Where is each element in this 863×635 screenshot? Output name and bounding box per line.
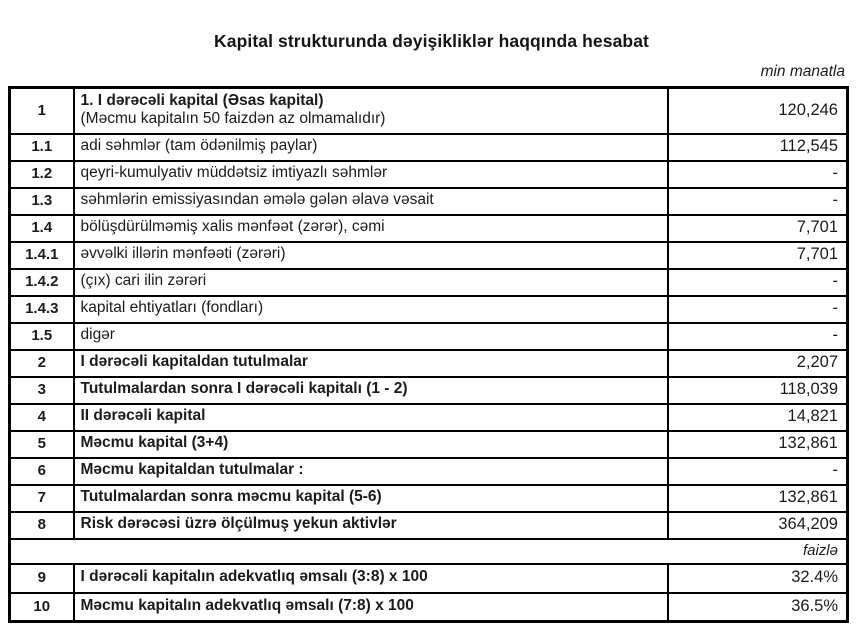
table-row xyxy=(10,188,848,215)
row-label: Məcmu kapitaldan tutulmalar : xyxy=(74,458,668,485)
table-row xyxy=(10,269,848,296)
row-label: Tutulmalardan sonra I dərəcəli kapitalı (1 - 2) xyxy=(74,377,668,404)
row-number: 1.3 xyxy=(10,188,74,215)
unit-note: min manatla xyxy=(760,63,845,80)
row-value: - xyxy=(668,188,848,215)
row-label: qeyri-kumulyativ müddətsiz imtiyazlı səhmlər xyxy=(74,161,668,188)
row-label: Məcmu kapital (3+4) xyxy=(74,431,668,458)
table-row xyxy=(10,485,848,512)
table-row xyxy=(10,593,848,622)
row-value: 36.5% xyxy=(668,593,848,622)
row-label: Məcmu kapitalın adekvatlıq əmsalı (7:8) x 100 xyxy=(74,593,668,622)
table-row xyxy=(10,242,848,269)
row-number: 1.4 xyxy=(10,215,74,242)
table-row xyxy=(10,350,848,377)
row-value: - xyxy=(668,161,848,188)
row-label xyxy=(74,88,668,134)
capital-structure-table xyxy=(8,86,849,623)
row-label: I dərəcəli kapitaldan tutulmalar xyxy=(74,350,668,377)
table-row xyxy=(10,323,848,350)
table-row xyxy=(10,458,848,485)
row-number: 3 xyxy=(10,377,74,404)
row-label: səhmlərin emissiyasından əmələ gələn əlavə vəsait xyxy=(74,188,668,215)
percent-note-row xyxy=(10,539,848,564)
row-value: - xyxy=(668,458,848,485)
row-label: kapital ehtiyatları (fondları) xyxy=(74,296,668,323)
row-value: - xyxy=(668,269,848,296)
page-title: Kapital strukturunda dəyişikliklər haqqında hesabat xyxy=(214,31,649,51)
row-number: 1.4.1 xyxy=(10,242,74,269)
row-value: 118,039 xyxy=(668,377,848,404)
table-row xyxy=(10,377,848,404)
table-row xyxy=(10,215,848,242)
row-number: 2 xyxy=(10,350,74,377)
row-number: 1.2 xyxy=(10,161,74,188)
row-number: 5 xyxy=(10,431,74,458)
row-value: 7,701 xyxy=(668,215,848,242)
row-label: Tutulmalardan sonra məcmu kapital (5-6) xyxy=(74,485,668,512)
row-label: əvvəlki illərin mənfəəti (zərəri) xyxy=(74,242,668,269)
row-number: 9 xyxy=(10,564,74,593)
row-value: 132,861 xyxy=(668,431,848,458)
row-label: adi səhmlər (tam ödənilmiş paylar) xyxy=(74,134,668,161)
row-number: 1.4.2 xyxy=(10,269,74,296)
row-label: (çıx) cari ilin zərəri xyxy=(74,269,668,296)
table-row xyxy=(10,512,848,539)
row-value: 112,545 xyxy=(668,134,848,161)
row-value: 32.4% xyxy=(668,564,848,593)
row-value: 14,821 xyxy=(668,404,848,431)
row-label: II dərəcəli kapital xyxy=(74,404,668,431)
row-label: I dərəcəli kapitalın adekvatlıq əmsalı (3:8) x 100 xyxy=(74,564,668,593)
table-row xyxy=(10,161,848,188)
row-number: 8 xyxy=(10,512,74,539)
table-row xyxy=(10,431,848,458)
table-row xyxy=(10,564,848,593)
row-value: - xyxy=(668,323,848,350)
row-value: 2,207 xyxy=(668,350,848,377)
table-row xyxy=(10,134,848,161)
row-label: Risk dərəcəsi üzrə ölçülmuş yekun aktivlər xyxy=(74,512,668,539)
table-row xyxy=(10,88,848,134)
row-value: - xyxy=(668,296,848,323)
row-number: 10 xyxy=(10,593,74,622)
percent-note: faizlə xyxy=(10,539,848,564)
row-number: 4 xyxy=(10,404,74,431)
row-value: 364,209 xyxy=(668,512,848,539)
row-number: 1 xyxy=(10,88,74,134)
row-label-line2: (Məcmu kapitalın 50 faizdən az olmamalıdır) xyxy=(80,110,386,128)
row-number: 1.1 xyxy=(10,134,74,161)
row-number: 7 xyxy=(10,485,74,512)
table-row xyxy=(10,404,848,431)
row-number: 1.4.3 xyxy=(10,296,74,323)
row-number: 6 xyxy=(10,458,74,485)
table-row xyxy=(10,296,848,323)
row-value: 7,701 xyxy=(668,242,848,269)
row-value: 132,861 xyxy=(668,485,848,512)
row-label: bölüşdürülməmiş xalis mənfəət (zərər), cəmi xyxy=(74,215,668,242)
row-label: digər xyxy=(74,323,668,350)
row-value: 120,246 xyxy=(668,88,848,134)
row-label-line1: 1. I dərəcəli kapital (Əsas kapital) xyxy=(80,91,324,109)
row-number: 1.5 xyxy=(10,323,74,350)
